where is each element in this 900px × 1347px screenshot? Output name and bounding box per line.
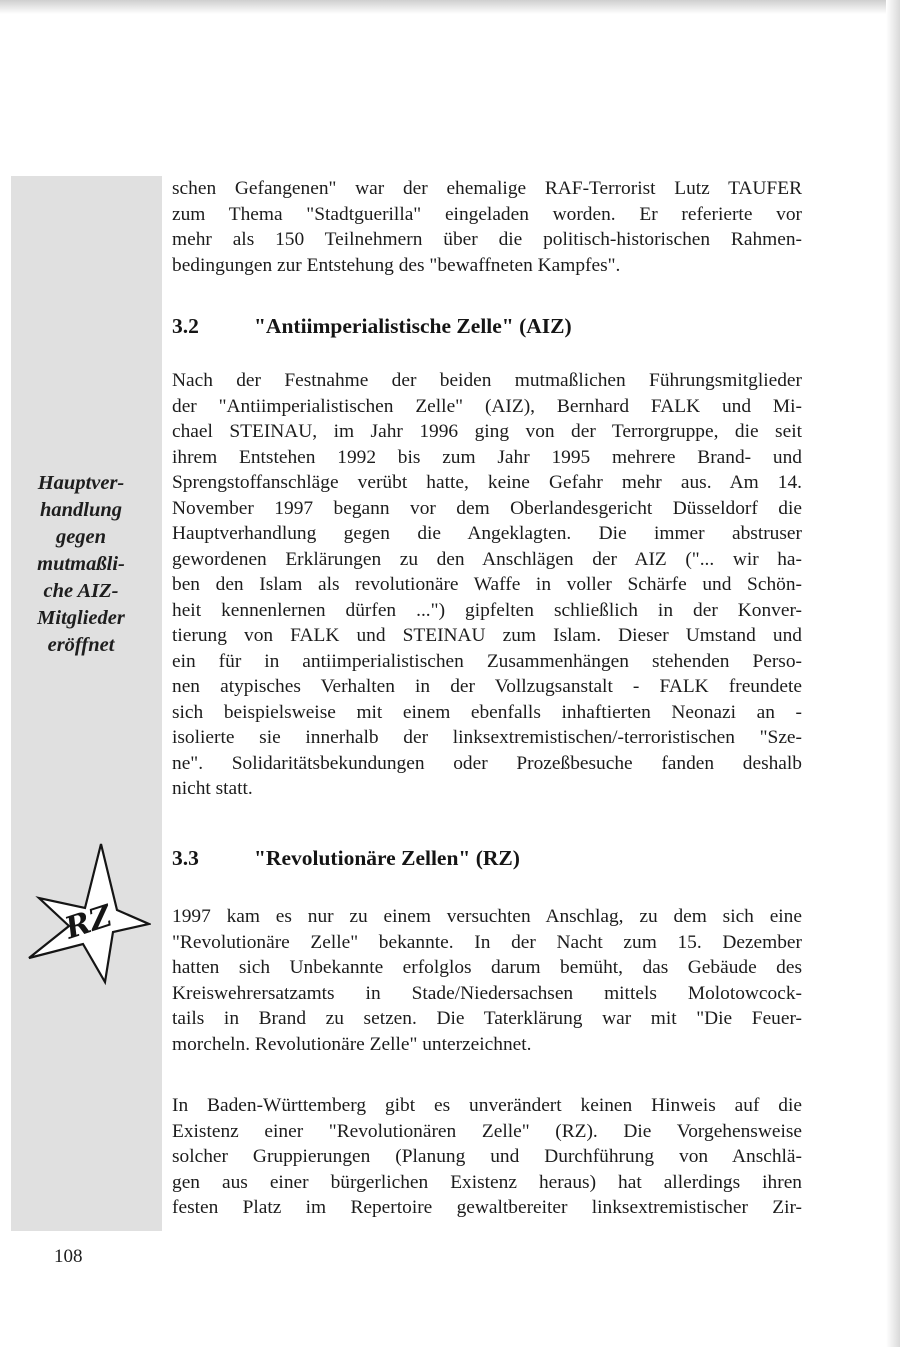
section-heading-rz: [172, 846, 520, 871]
text-line: sich beispielsweise mit einem ebenfalls inhaftierten Neonazi an -: [172, 701, 802, 723]
text-line: ein für in antiimperialistischen Zusammenhängen stehenden Perso-: [172, 650, 802, 672]
text-line: solcher Gruppierungen (Planung und Durchführung von Anschlä-: [172, 1146, 802, 1167]
text-line: ihrem Entstehen 1992 bis zum Jahr 1995 mehrere Brand- und: [172, 446, 802, 468]
text-line: heit kennenlernen dürfen ...") gipfelten schließlich in der Konver-: [172, 599, 802, 621]
text-line: morcheln. Revolutionäre Zelle" unterzeichnet.: [172, 1033, 532, 1055]
intro-paragraph: [172, 176, 802, 278]
margin-note-line: mutmaßli-: [37, 553, 125, 575]
section-title: "Antiimperialistische Zelle" (AIZ): [254, 314, 572, 338]
margin-note-line: che AIZ-: [43, 580, 119, 602]
margin-note-line: Mitglieder: [37, 607, 125, 629]
section-number: 3.2: [172, 314, 199, 338]
rz-paragraph-1: [172, 904, 802, 1057]
section-number: 3.3: [172, 846, 199, 870]
text-line: ne". Solidaritätsbekundungen oder Prozeßbesuche fanden deshalb: [172, 752, 802, 774]
text-line: Kreiswehrersatzamts in Stade/Niedersachsen mittels Molotowcock-: [172, 982, 802, 1004]
rz-logo-text: RZ: [60, 898, 117, 947]
text-line: festen Platz im Repertoire gewaltbereiter linksextremistischer Zir-: [172, 1197, 802, 1218]
margin-note-line: gegen: [55, 526, 107, 548]
margin-note: [11, 470, 151, 659]
text-line: Existenz einer "Revolutionären Zelle" (RZ). Die Vorgehensweise: [172, 1120, 802, 1142]
text-line: schen Gefangenen" war der ehemalige RAF-Terrorist Lutz TAUFER: [172, 178, 802, 199]
text-line: chael STEINAU, im Jahr 1996 ging von der Terrorgruppe, die seit: [172, 421, 802, 442]
text-line: nicht statt.: [172, 778, 253, 799]
margin-note-line: handlung: [39, 499, 123, 521]
text-line: isolierte sie innerhalb der linksextremistischen/-terroristischen "Sze-: [172, 727, 802, 748]
margin-column: [11, 176, 162, 1231]
text-line: "Revolutionäre Zelle" bekannte. In der Nacht zum 15. Dezember: [172, 931, 802, 953]
text-line: nen atypisches Verhalten in der Vollzugsanstalt - FALK freundete: [172, 676, 802, 697]
text-line: gen aus einer bürgerlichen Existenz heraus) hat allerdings ihren: [172, 1171, 802, 1193]
text-line: In Baden-Württemberg gibt es unverändert keinen Hinweis auf die: [172, 1095, 802, 1116]
text-line: Sprengstoffanschläge verübt hatte, keine Gefahr mehr aus. Am 14.: [172, 472, 802, 493]
rz-star-icon: [25, 840, 151, 988]
text-line: mehr als 150 Teilnehmern über die politisch-historischen Rahmen-: [172, 229, 802, 250]
scan-edge-right: [886, 0, 900, 1347]
section-title: "Revolutionäre Zellen" (RZ): [254, 846, 520, 870]
rz-paragraph-2: [172, 1093, 802, 1221]
text-line: bedingungen zur Entstehung des "bewaffneten Kampfes".: [172, 254, 621, 276]
scan-edge-top: [0, 0, 900, 14]
section-heading-aiz: [172, 314, 572, 339]
text-line: 1997 kam es nur zu einem versuchten Anschlag, zu dem sich eine: [172, 906, 802, 927]
text-line: ben den Islam als revolutionäre Waffe in voller Schärfe und Schön-: [172, 574, 802, 595]
text-line: Nach der Festnahme der beiden mutmaßlichen Führungsmitglieder: [172, 370, 802, 391]
text-line: hatten sich Unbekannte erfolglos darum bemüht, das Gebäude des: [172, 957, 802, 978]
text-line: zum Thema "Stadtguerilla" eingeladen worden. Er referierte vor: [172, 203, 802, 225]
text-line: der "Antiimperialistischen Zelle" (AIZ), Bernhard FALK und Mi-: [172, 395, 802, 417]
aiz-paragraph: [172, 368, 802, 802]
margin-note-line: eröffnet: [47, 634, 115, 656]
text-line: tails in Brand zu setzen. Die Taterklärung war mit "Die Feuer-: [172, 1008, 802, 1029]
text-line: gewordenen Erklärungen zu den Anschlägen der AIZ ("... wir ha-: [172, 548, 802, 570]
page-number: 108: [54, 1246, 83, 1267]
margin-note-line: Hauptver-: [37, 472, 125, 494]
text-line: November 1997 begann vor dem Oberlandesgericht Düsseldorf die: [172, 497, 802, 519]
text-line: Hauptverhandlung gegen die Angeklagten. Die immer abstruser: [172, 523, 802, 544]
text-line: tierung von FALK und STEINAU zum Islam. Dieser Umstand und: [172, 625, 802, 646]
